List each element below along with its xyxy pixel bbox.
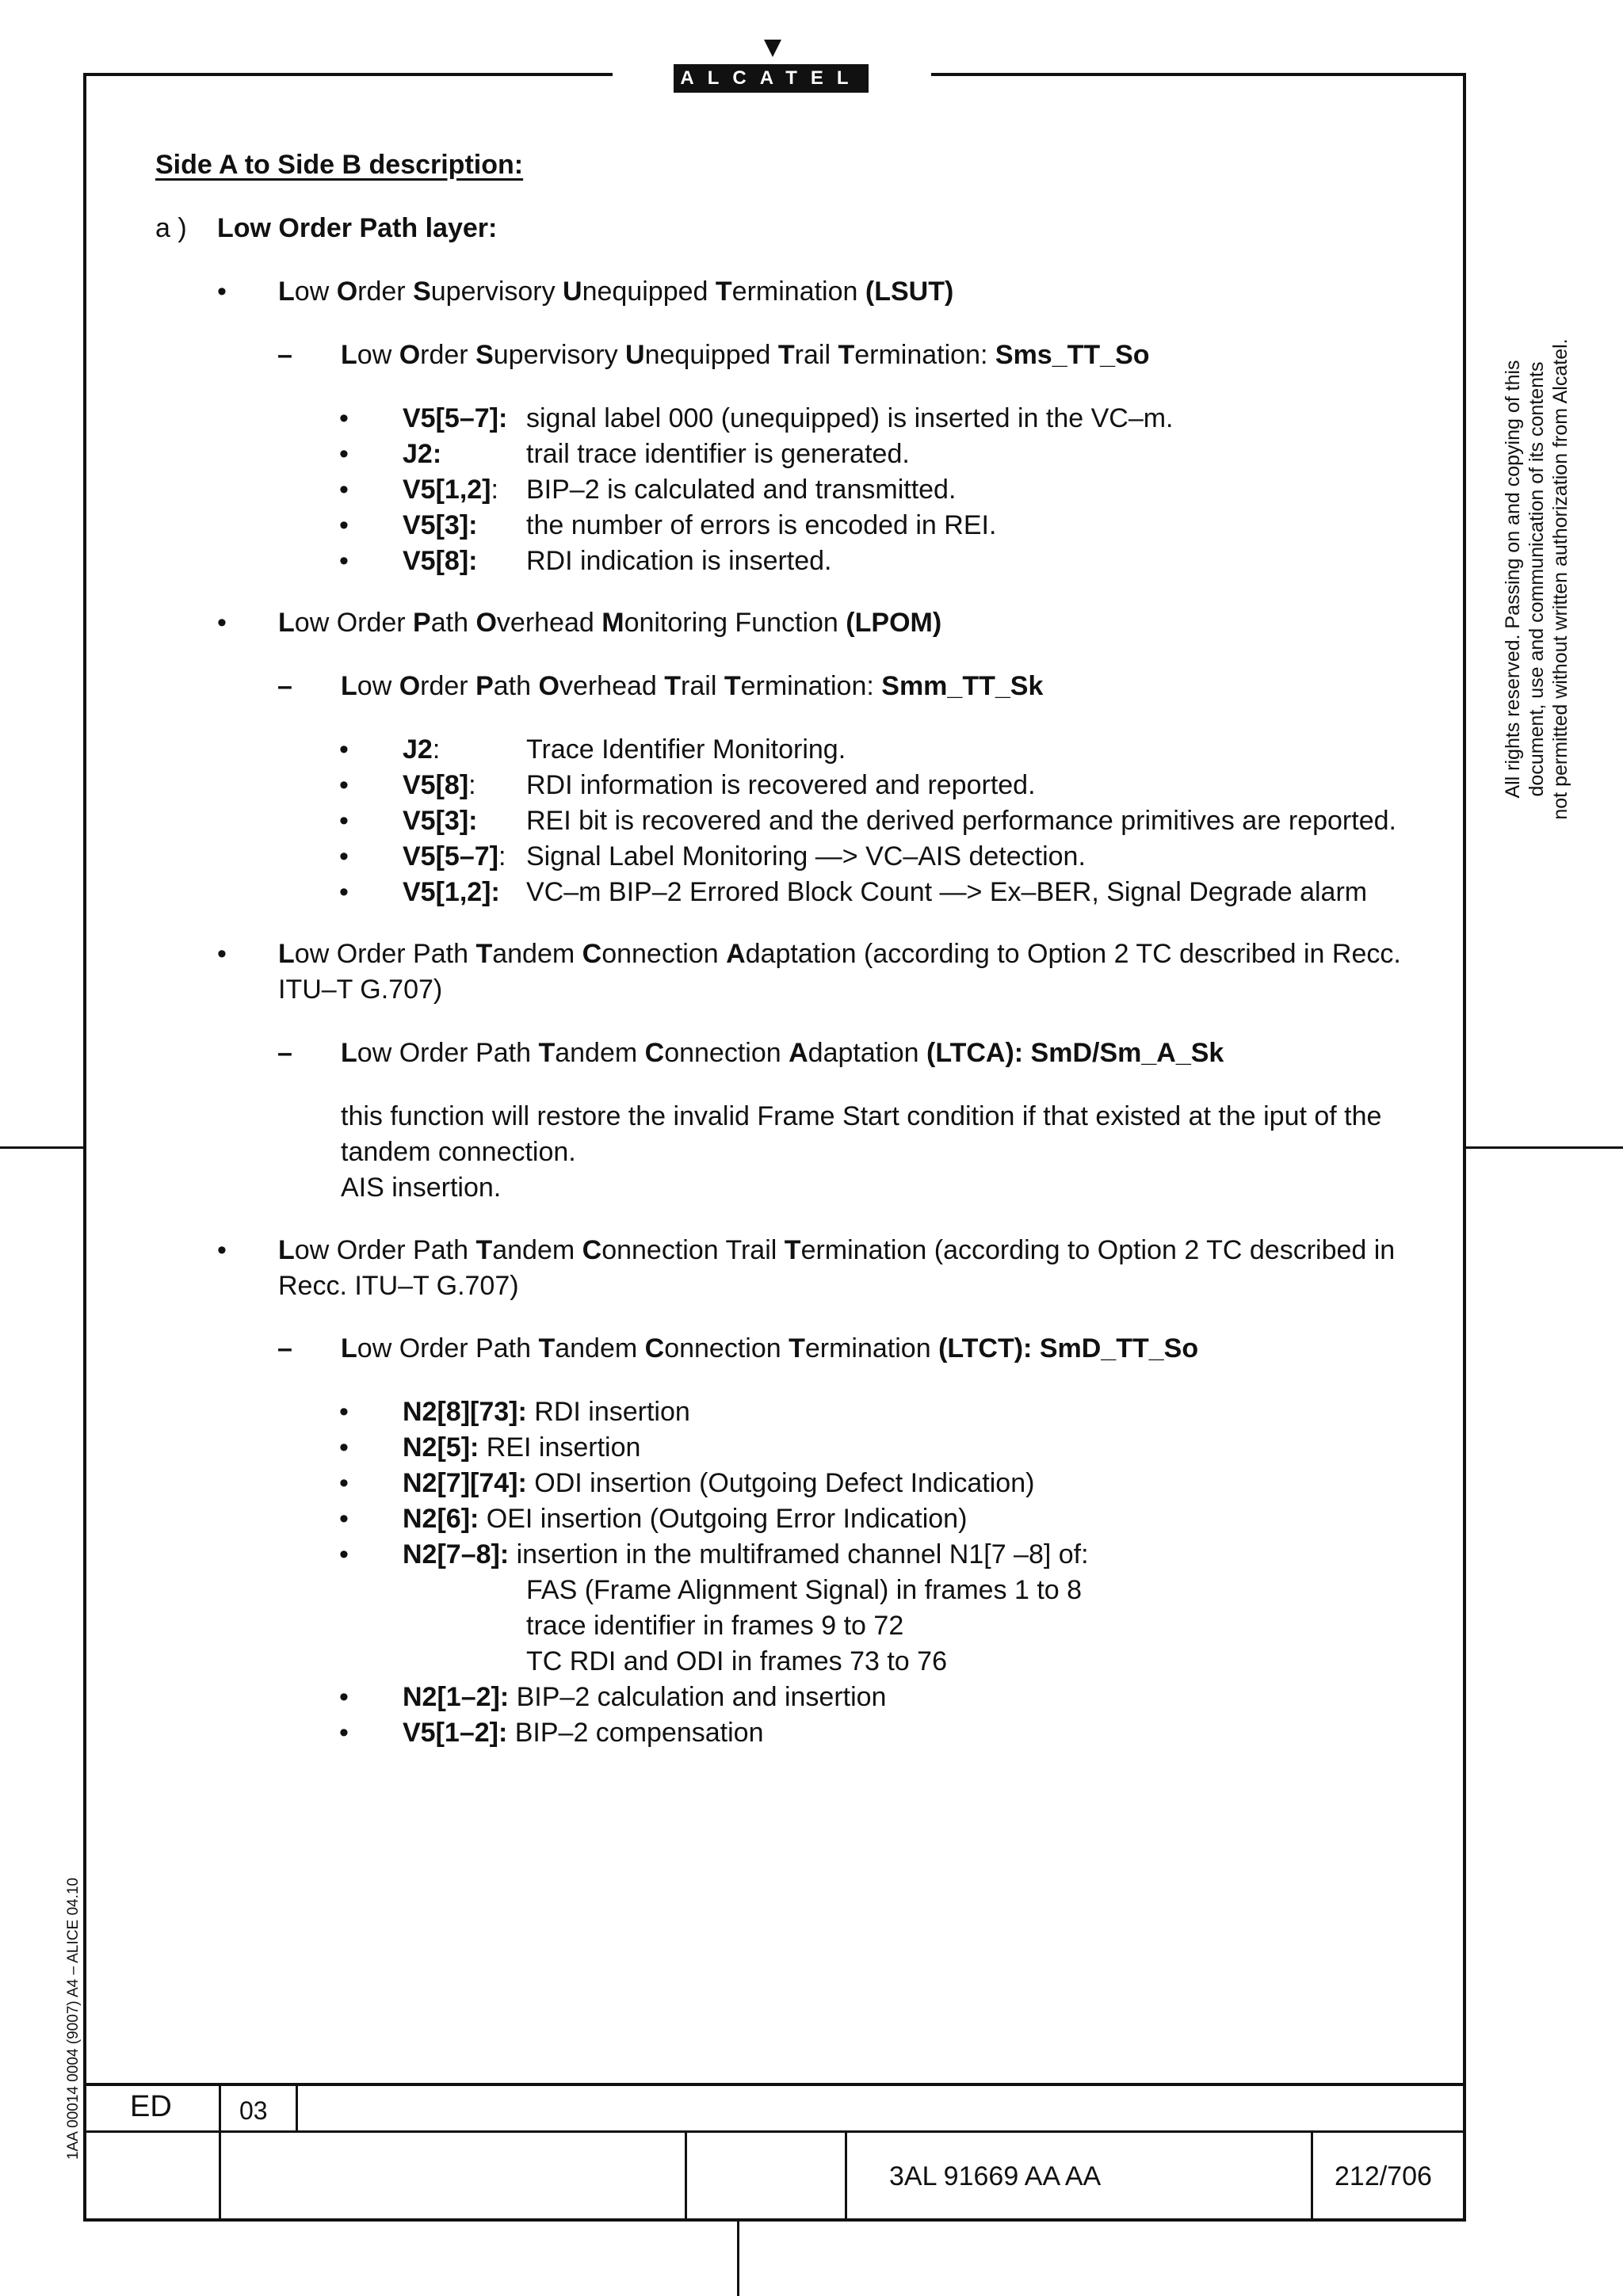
frame-bottom-line: [83, 2218, 1466, 2222]
dash-icon: –: [277, 340, 292, 370]
bullet-icon: •: [339, 1718, 349, 1748]
lsut-item-text: trail trace identifier is generated.: [526, 439, 910, 469]
lsut-item-text: the number of errors is encoded in REI.: [526, 510, 997, 540]
lpom-item-text: REI bit is recovered and the derived performance primitives are reported.: [526, 806, 1396, 836]
lsut-item-text: signal label 000 (unequipped) is inserted in the VC–m.: [526, 403, 1174, 433]
lsut-item-text: RDI indication is inserted.: [526, 546, 832, 576]
section-heading: Side A to Side B description:: [155, 150, 524, 180]
copyright-line-2: document, use and communication of its contents: [1526, 361, 1548, 797]
ltct-item: N2[7–8]: insertion in the multiframed channel N1[7 –8] of:: [403, 1539, 1089, 1569]
bullet-icon: •: [339, 877, 349, 907]
edition-value: 03: [239, 2096, 268, 2125]
bullet-icon: •: [339, 1539, 349, 1569]
ltct-title-line2: Recc. ITU–T G.707): [278, 1271, 519, 1301]
lsut-item-key: V5[5–7]:: [403, 403, 508, 433]
ltct-item: V5[1–2]: BIP–2 compensation: [403, 1718, 764, 1748]
ltca-title: Low Order Path Tandem Connection Adaptation (according to Option 2 TC described in Recc.: [278, 939, 1401, 969]
document-number: 3AL 91669 AA AA: [889, 2161, 1102, 2191]
left-margin-mark: [0, 1146, 83, 1149]
ltct-subtitle: Low Order Path Tandem Connection Termination (LTCT): SmD_TT_So: [341, 1333, 1199, 1363]
footer-col-line: [1311, 2130, 1313, 2220]
item-a-title: Low Order Path layer:: [217, 213, 498, 243]
bullet-icon: •: [339, 439, 349, 469]
lsut-item-key: J2:: [403, 439, 442, 469]
alcatel-logo: [674, 64, 869, 93]
item-a-marker: a ): [155, 213, 187, 243]
lpom-subtitle: Low Order Path Overhead Trail Termination: Smm_TT_Sk: [341, 671, 1044, 701]
footer-top-line: [83, 2083, 1466, 2086]
footer-middle-line: [83, 2130, 1466, 2133]
frame-top-left-line: [83, 73, 613, 76]
lpom-item-text: Signal Label Monitoring —> VC–AIS detection.: [526, 841, 1086, 871]
ltct-item: N2[6]: OEI insertion (Outgoing Error Indication): [403, 1504, 968, 1534]
lsut-item-key: V5[3]:: [403, 510, 478, 540]
lsut-title: Low Order Supervisory Unequipped Termination (LSUT): [278, 277, 954, 307]
dash-icon: –: [277, 1333, 292, 1363]
lsut-item-text: BIP–2 is calculated and transmitted.: [526, 475, 957, 505]
bullet-icon: •: [217, 939, 227, 969]
ltct-item: N2[1–2]: BIP–2 calculation and insertion: [403, 1682, 887, 1712]
footer-col-line: [296, 2083, 298, 2132]
logo-triangle-icon: [764, 40, 781, 57]
lpom-item-key: J2:: [403, 734, 441, 765]
ltct-continuation: TC RDI and ODI in frames 73 to 76: [526, 1646, 947, 1676]
lpom-title: Low Order Path Overhead Monitoring Function (LPOM): [278, 608, 942, 638]
ltct-item: N2[5]: REI insertion: [403, 1432, 641, 1463]
copyright-line-1: All rights reserved. Passing on and copying of this: [1502, 360, 1524, 799]
ltct-item: N2[8][73]: RDI insertion: [403, 1397, 690, 1427]
bullet-icon: •: [339, 546, 349, 576]
bullet-icon: •: [339, 1432, 349, 1463]
footer-col-line: [219, 2083, 221, 2220]
ltct-continuation: FAS (Frame Alignment Signal) in frames 1 to 8: [526, 1575, 1083, 1605]
page-number: 212/706: [1335, 2161, 1432, 2191]
bullet-icon: •: [339, 1468, 349, 1498]
lpom-item-text: Trace Identifier Monitoring.: [526, 734, 846, 765]
dash-icon: –: [277, 1038, 292, 1068]
footer-col-line: [845, 2130, 847, 2220]
bullet-icon: •: [339, 510, 349, 540]
ltct-continuation: trace identifier in frames 9 to 72: [526, 1611, 904, 1641]
lpom-item-text: RDI information is recovered and reported.: [526, 770, 1036, 800]
bullet-icon: •: [217, 277, 227, 307]
bullet-icon: •: [339, 806, 349, 836]
bullet-icon: •: [339, 1397, 349, 1427]
ltca-subtitle: Low Order Path Tandem Connection Adaptation (LTCA): SmD/Sm_A_Sk: [341, 1038, 1224, 1068]
ltct-title: Low Order Path Tandem Connection Trail Termination (according to Option 2 TC described in: [278, 1235, 1396, 1265]
lsut-subtitle: Low Order Supervisory Unequipped Trail Termination: Sms_TT_So: [341, 340, 1150, 370]
bullet-icon: •: [339, 770, 349, 800]
ltca-paragraph: AIS insertion.: [341, 1173, 502, 1203]
ltca-title-line2: ITU–T G.707): [278, 974, 443, 1005]
ltca-paragraph: tandem connection.: [341, 1137, 576, 1167]
bullet-icon: •: [339, 841, 349, 871]
lpom-item-key: V5[5–7]:: [403, 841, 506, 871]
bullet-icon: •: [217, 608, 227, 638]
dash-icon: –: [277, 671, 292, 701]
copyright-note: [1501, 318, 1590, 841]
edition-label: ED: [130, 2090, 172, 2123]
lpom-item-key: V5[8]:: [403, 770, 476, 800]
bullet-icon: •: [339, 403, 349, 433]
bottom-center-mark: [737, 2222, 739, 2296]
logo-text: ALCATEL: [680, 67, 862, 89]
bullet-icon: •: [339, 1682, 349, 1712]
right-margin-mark: [1466, 1146, 1623, 1149]
lpom-item-key: V5[3]:: [403, 806, 478, 836]
lsut-item-key: V5[1,2]:: [403, 475, 498, 505]
form-code: 1AA 00014 0004 (9007) A4 – ALICE 04.10: [65, 1878, 82, 2161]
bullet-icon: •: [339, 1504, 349, 1534]
bullet-icon: •: [339, 475, 349, 505]
frame-top-right-line: [931, 73, 1466, 76]
lsut-item-key: V5[8]:: [403, 546, 478, 576]
lpom-item-text: VC–m BIP–2 Errored Block Count —> Ex–BER, Signal Degrade alarm: [526, 877, 1368, 907]
copyright-line-3: not permitted without written authorization from Alcatel.: [1549, 338, 1571, 820]
ltca-paragraph: this function will restore the invalid Frame Start condition if that existed at the iput of the: [341, 1101, 1382, 1131]
bullet-icon: •: [217, 1235, 227, 1265]
footer-col-line: [685, 2130, 687, 2220]
bullet-icon: •: [339, 734, 349, 765]
lpom-item-key: V5[1,2]:: [403, 877, 500, 907]
ltct-item: N2[7][74]: ODI insertion (Outgoing Defect Indication): [403, 1468, 1035, 1498]
